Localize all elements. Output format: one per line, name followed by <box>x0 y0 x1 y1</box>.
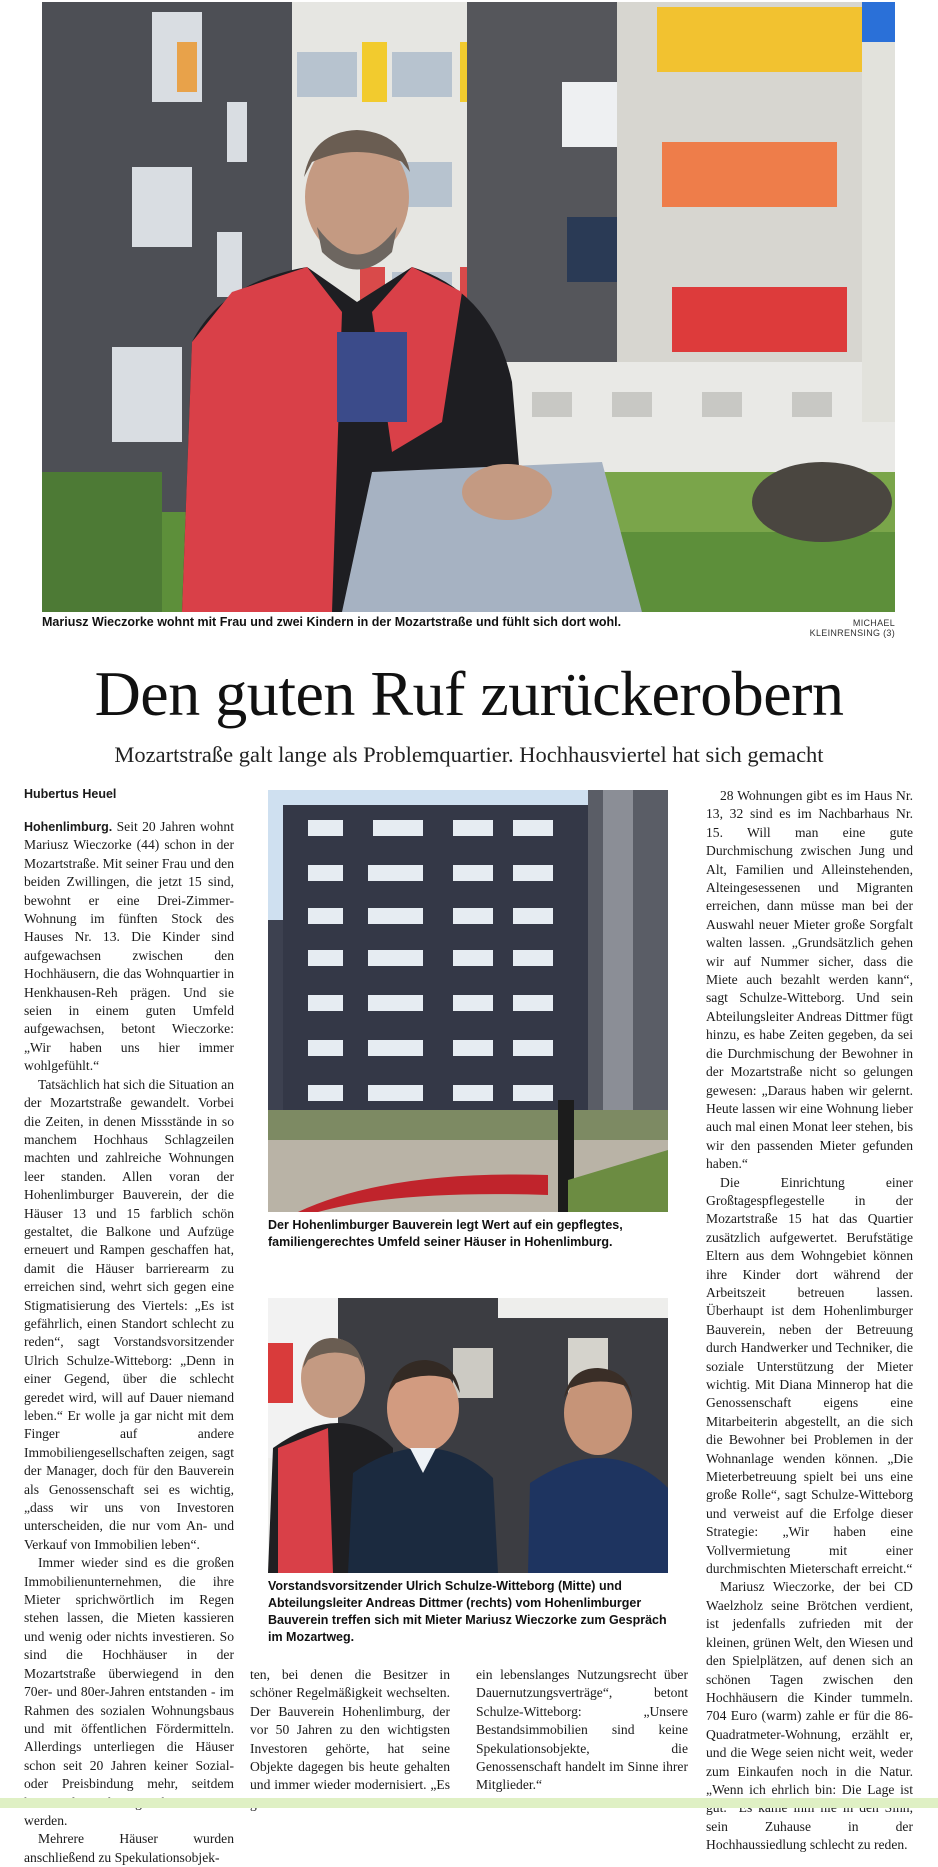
article-column-1 <box>24 818 234 1867</box>
dateline: Hohenlimburg. <box>24 820 113 834</box>
building-photo <box>268 790 668 1212</box>
page-footer-bar <box>0 1798 938 1808</box>
paragraph-7: Mariusz Wieczorke, der bei CD Waelzholz seine Brötchen verdient, ist jedenfalls zufrieden mit der kleinen, grünen Welt, den Wiesen und den Spielplätzen, auf denen sich an schönen Tagen zwischen den Hochhäusern die Kinder tummeln. 704 Euro (warm) zahle er für die 86-Quadratmeter-Wohnung, erzählt er, und die Wege seien nicht weit, weder zum Einkaufen noch in die Natur. „Wenn ich ehrlich bin: Die Lage ist sein Zuhause in der Hochhaussiedlung schlecht zu reden. <box>706 1579 913 1853</box>
article-column-3: ein lebenslanges Nutzungsrecht über Dauernutzungsverträge“, betont Schulze-Witteborg: „Unsere Bestandsimmobilien sind keine Spekulationsobjekte, die Genossenschaft handelt im Sinne ihrer Mitglieder.“ <box>476 1667 688 1793</box>
paragraph-4: Mehrere Häuser wurden anschließend zu Spekulationsobjek- <box>24 1831 234 1865</box>
hero-caption: Mariusz Wieczorke wohnt mit Frau und zwei Kindern in der Mozartstraße und fühlt sich dort wohl. <box>42 615 622 629</box>
paragraph-6: Die Einrichtung einer Großtagespflegestelle in der Mozartstraße 15 hat das Quartier zusätzlich aufgewertet. Berufstätige Eltern aus dem Wohngebiet können ihre Kinder dort während der Arbeitszeit betreuen lassen. Überhaupt ist dem Hohenlimburger Bauverein, neben der Betreuung durch Handwerker und Techniker, die soziale Unterstützung der Mieter wichtig. Mit Diana Minnerop hat die Genossenschaft eigens eine Mitarbeiterin abgestellt, an die sich die Bewohner bei Problemen in der Wohnanlage wenden können. „Die Mieterbetreuung spielt bei uns eine große Rolle“, sagt Schulze-Witteborg und verweist auf die Erfolge dieser Strategie: „Wir haben eine Vollvermietung mit einer durchmischten Mieterschaft erreicht.“ <box>706 1174 913 1577</box>
paragraph-5: 28 Wohnungen gibt es im Haus Nr. 13, 32 sind es im Nachbarhaus Nr. 15. Will man eine gute Durchmischung zwischen Jung und Alt, Familien und Alleinstehenden, Alteingesessenen und Migranten erreichen, dann müsse man bei der Auswahl neuer Mieter große Sorgfalt walten lassen. „Grundsätzlich gehen wir auf Nummer sicher, dass die Miete auch bezahlt werden kann“, sagt Schulze-Witteborg. Und sein Abteilungsleiter Andreas Dittmer fügt hinzu, es habe Zeiten gegeben, da sei die Durchmischung der Bewohner in der Mozartstraße nicht so gelungen gewesen: „Daraus haben wir gelernt. Heute lassen wir eine Wohnung lieber auch mal einen Monat leer stehen, bis wir den passenden Mieter gefunden haben.“ <box>706 788 913 1172</box>
headline: Den guten Ruf zurückerobern <box>94 658 844 729</box>
paragraph-3: Immer wieder sind es die großen Immobilienunternehmen, die ihre Mieter sprichwörtlich im Regen stehen lassen, die Mieten kassieren und wenig oder nichts investieren. So sind die Hochhäuser in der Mozartstraße überwiegend in den 70er- und 80er-Jahren entstanden - im Rahmen des sozialen Wohnungsbaus und mit öffentlichen Fördermitteln. Allerdings unterliegen die Häuser schon seit 20 Jahren keiner Sozial- oder Preisbindung mehr, seitdem werden. <box>24 1555 234 1828</box>
building-photo-caption: Der Hohenlimburger Bauverein legt Wert auf ein gepflegtes, familiengerechtes Umfeld seiner Häuser in Hohenlimburg. <box>268 1218 623 1249</box>
paragraph-1: Hohenlimburg. Seit 20 Jahren wohnt Mariusz Wieczorke (44) schon in der Mozartstraße. Mit seiner Frau und den beiden Zwillingen, die jetzt 15 sind, bewohnt er eine Drei-Zimmer-Wohnung im fünften Stock des Hauses Nr. 13. Die Kinder sind aufgewachsen zwischen den Hochhäusern, die das Wohnquartier in Henkhausen-Reh prägen. Und sie seien in einem guten Umfeld aufgewachsen, betont Wieczorke: „Wir haben uns hier immer wohlgefühlt.“ <box>24 819 234 1074</box>
article-column-2: ten, bei denen die Besitzer in schöner Regelmäßigkeit wechselten. Der Bauverein Hohenlimburg, der vor 50 Jahren zu den wichtigsten Investoren gehörte, hat seine Objekte dagegen bis heute gehalten und immer wieder modernisiert. „Es <box>250 1667 450 1793</box>
group-photo-caption: Vorstandsvorsitzender Ulrich Schulze-Witteborg (Mitte) und Abteilungsleiter Andreas Dittmer (rechts) vom Hohenlimburger Bauverein treffen sich mit Mieter Mariusz Wieczorke zum Gespräch im Mozartweg. <box>268 1579 667 1644</box>
photo-credit: MICHAEL KLEINRENSING (3) <box>809 618 895 638</box>
article-column-4 <box>706 787 913 1855</box>
hero-photo <box>42 2 895 612</box>
group-photo <box>268 1298 668 1573</box>
author-byline: Hubertus Heuel <box>24 787 117 801</box>
subheadline: Mozartstraße galt lange als Problemquartier. Hochhausviertel hat sich gemacht <box>114 742 824 767</box>
paragraph-2: Tatsächlich hat sich die Situation an der Mozartstraße gewandelt. Vorbei die Zeiten, in denen Missstände in so manchem Hochhaus Schlagzeilen machten und zahlreiche Wohnungen leer standen. Allen voran der Hohenlimburger Bauverein, der die Häuser 13 und 15 farblich schön gestaltet, die Balkone und Aufzüge erneuert und Rampen geschaffen hat, damit die Häuser barrierearm zu erreichen sind, wehrt sich gegen eine Stigmatisierung des Viertels: „Es ist gefährlich, einen Standort schlecht zu reden“, sagt Vorstandsvorsitzender Ulrich Schulze-Witteborg: „Denn in einer Gegend, über die schlecht geredet wird, will auf Dauer niemand leben.“ Er wolle ja gar nicht mit dem Finger auf andere Immobiliengesellschaften zeigen, sagt der Manager, doch für den Bauverein als Genossenschaft sei es wichtig, „dass wir uns von Investoren unterscheiden, die nur vom An- und Verkauf von Immobilien leben“. <box>24 1076 234 1552</box>
